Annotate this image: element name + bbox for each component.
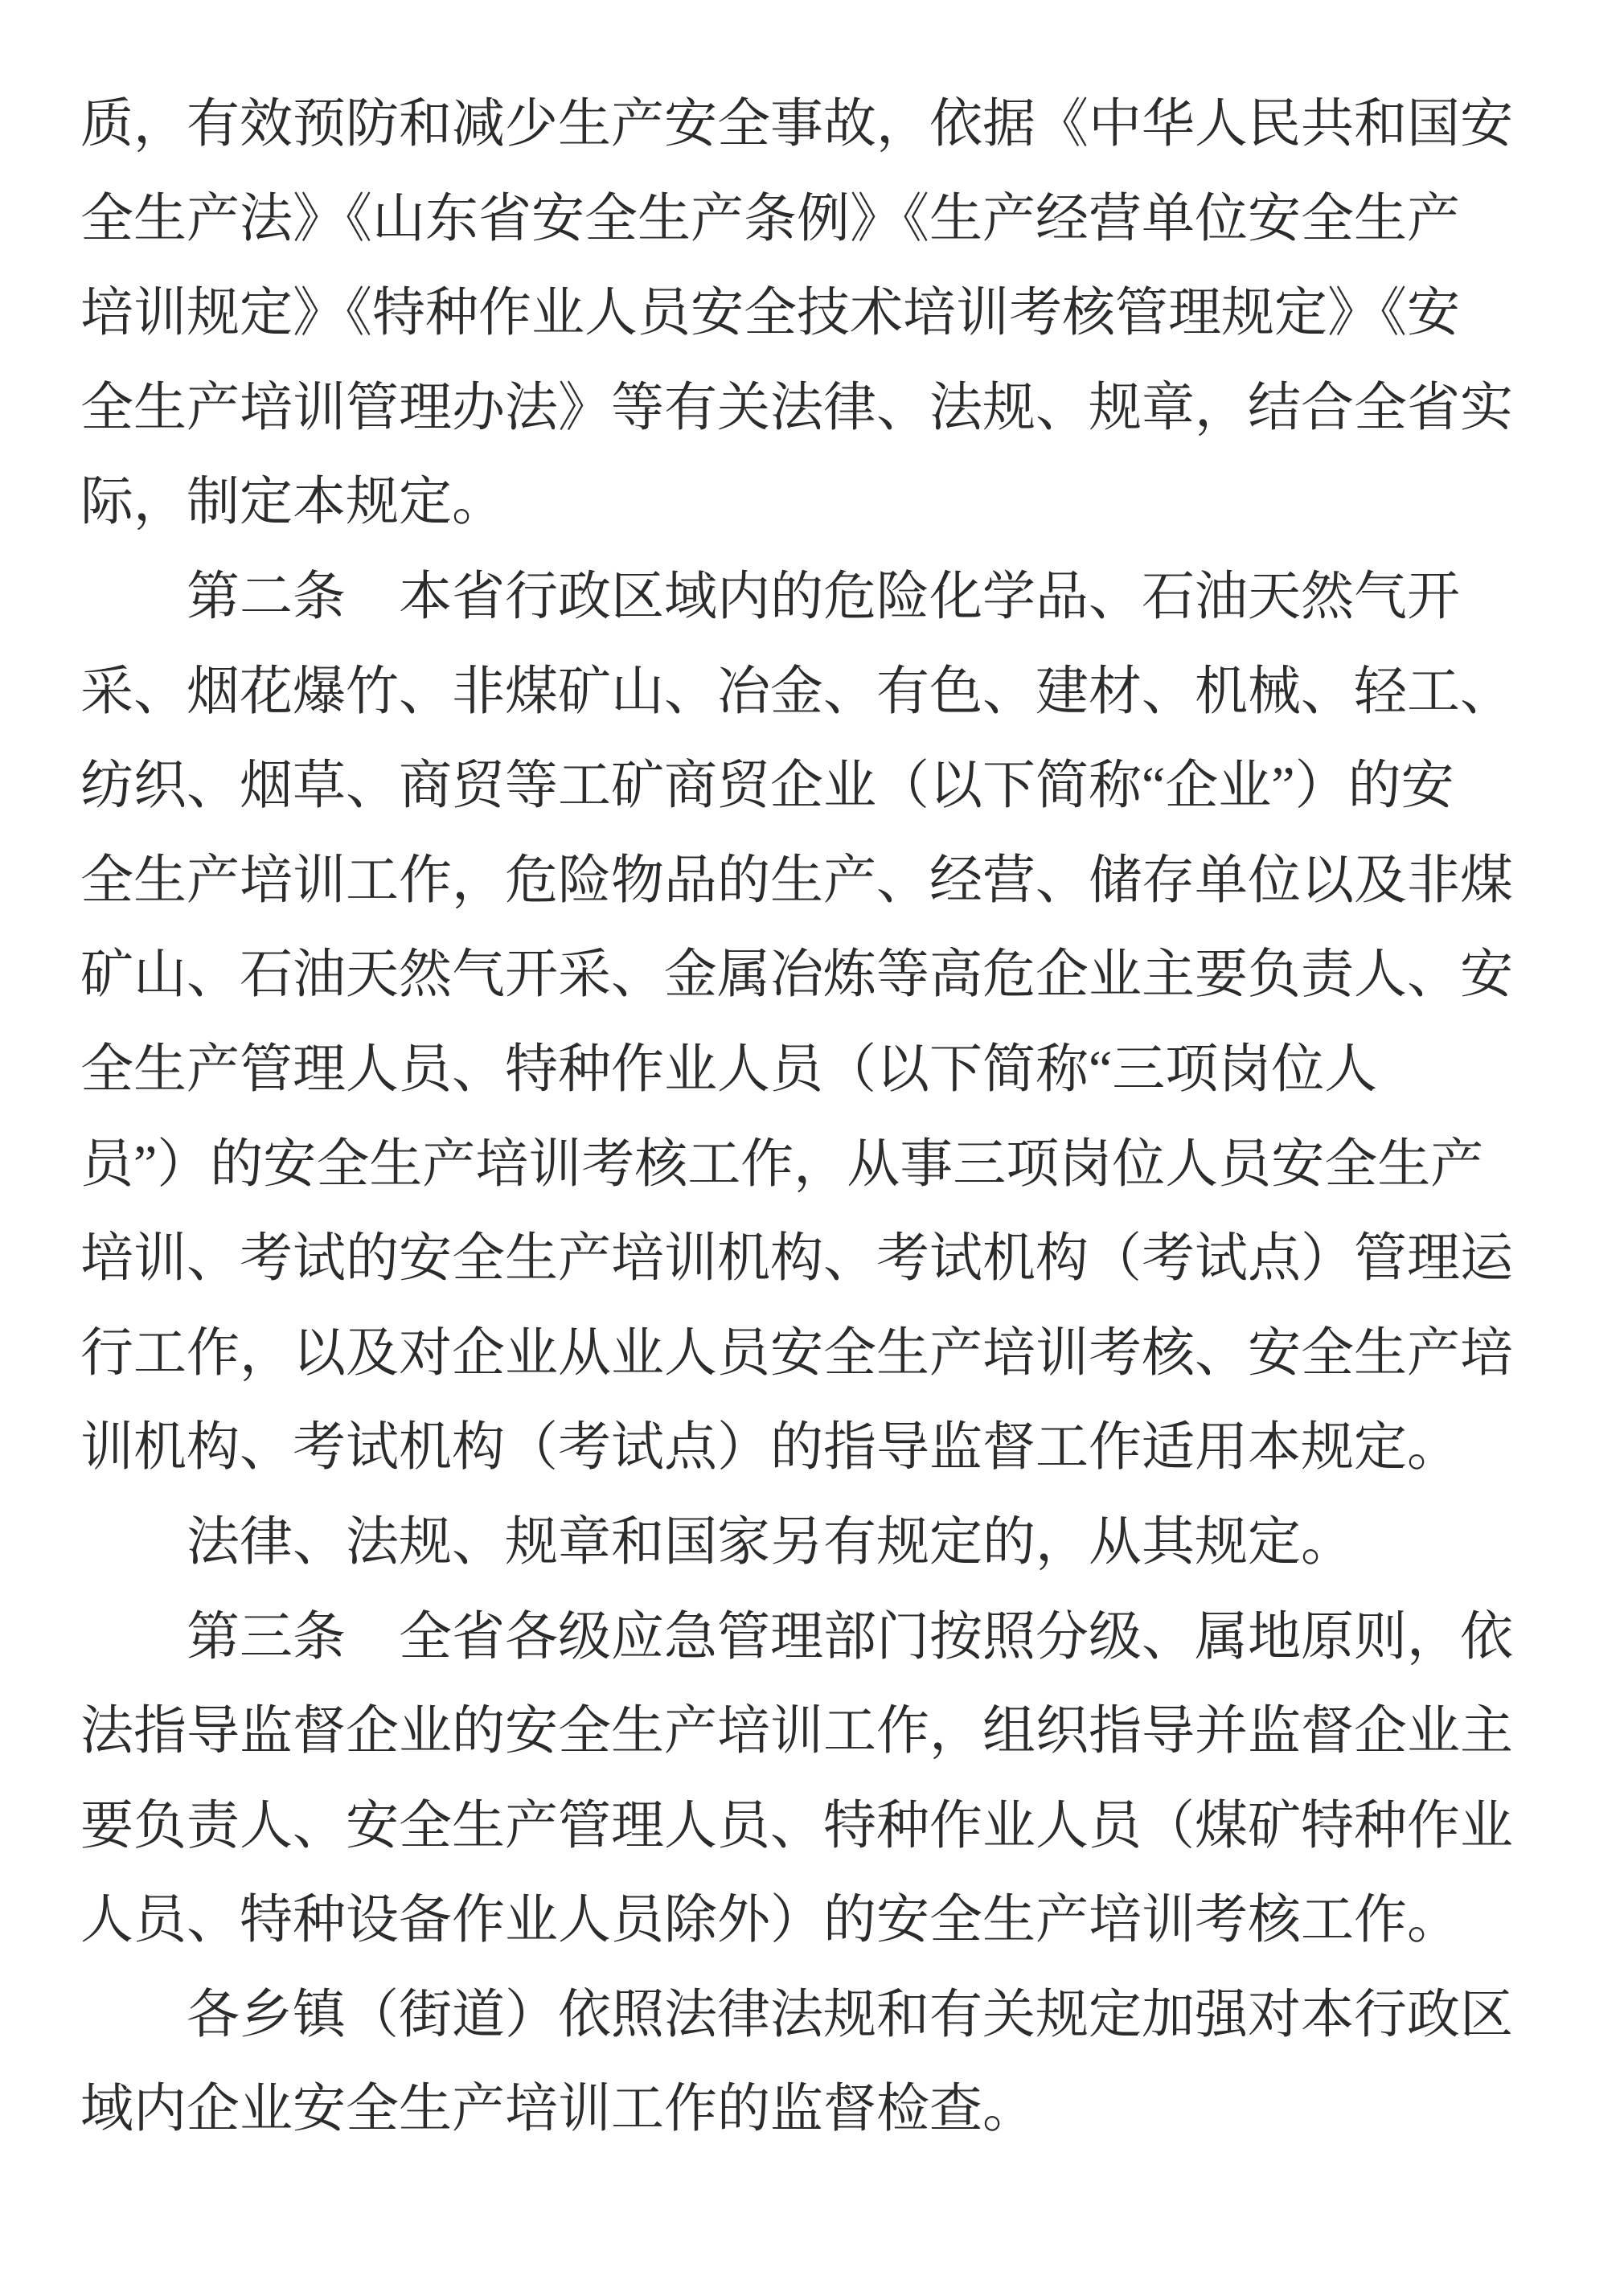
text-line: 培训规定》《特种作业人员安全技术培训考核管理规定》《安 — [80, 284, 1460, 343]
text-line: 矿山、石油天然气开采、金属冶炼等高危企业主要负责人、安 — [80, 945, 1513, 1005]
text-line: 采、烟花爆竹、非煤矿山、冶金、有色、建材、机械、轻工、 — [80, 662, 1513, 721]
text-line: 法律、法规、规章和国家另有规定的，从其规定。 — [80, 1512, 1354, 1572]
text-line: 第三条 全省各级应急管理部门按照分级、属地原则，依 — [80, 1607, 1513, 1667]
text-line: 训机构、考试机构（考试点）的指导监督工作适用本规定。 — [80, 1418, 1460, 1478]
text-line: 质，有效预防和减少生产安全事故，依据《中华人民共和国安 — [80, 95, 1513, 154]
text-line: 各乡镇（街道）依照法律法规和有关规定加强对本行政区 — [80, 1985, 1513, 2044]
text-line: 际，制定本规定。 — [80, 473, 505, 532]
document-body — [80, 77, 1528, 2157]
text-line: 域内企业安全生产培训工作的监督检查。 — [80, 2080, 1036, 2139]
text-line: 第二条 本省行政区域内的危险化学品、石油天然气开 — [80, 567, 1460, 626]
text-line: 员”）的安全生产培训考核工作，从事三项岗位人员安全生产 — [80, 1134, 1484, 1194]
text-line: 法指导监督企业的安全生产培训工作，组织指导并监督企业主 — [80, 1702, 1513, 1761]
text-line: 纺织、烟草、商贸等工矿商贸企业（以下简称“企业”）的安 — [80, 756, 1454, 816]
text-line: 人员、特种设备作业人员除外）的安全生产培训考核工作。 — [80, 1891, 1460, 1950]
text-line: 行工作，以及对企业从业人员安全生产培训考核、安全生产培 — [80, 1323, 1513, 1383]
text-line: 全生产培训管理办法》等有关法律、法规、规章，结合全省实 — [80, 378, 1513, 437]
text-line: 要负责人、安全生产管理人员、特种作业人员（煤矿特种作业 — [80, 1796, 1513, 1855]
text-line: 全生产法》《山东省安全生产条例》《生产经营单位安全生产 — [80, 189, 1460, 248]
text-line: 全生产管理人员、特种作业人员（以下简称“三项岗位人 — [80, 1039, 1378, 1099]
text-line: 全生产培训工作，危险物品的生产、经营、储存单位以及非煤 — [80, 851, 1513, 910]
text-line: 培训、考试的安全生产培训机构、考试机构（考试点）管理运 — [80, 1229, 1513, 1289]
